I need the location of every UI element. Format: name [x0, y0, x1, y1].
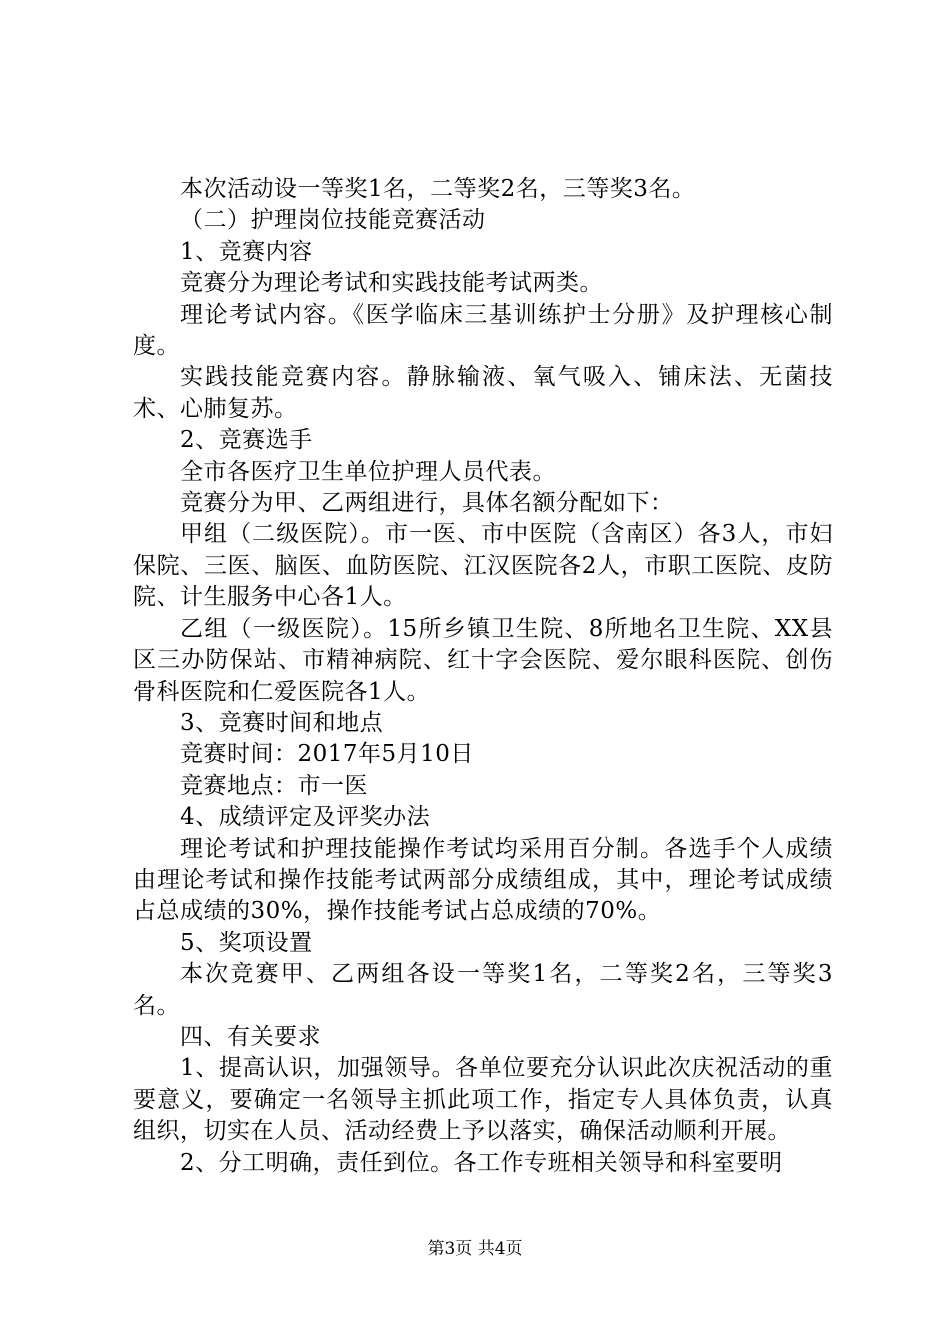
paragraph-requirement-1: 1、提高认识，加强领导。各单位要充分认识此次庆祝活动的重要意义，要确定一名领导主抓此项工作，指定专人具体负责，认真组织，切实在人员、活动经费上予以落实，确保活动顺利开展。 — [133, 1055, 833, 1145]
heading-scoring: 4、成绩评定及评奖办法 — [180, 804, 431, 831]
paragraph-award-summary: 本次活动设一等奖1名，二等奖2名，三等奖3名。 — [180, 176, 696, 202]
heading-requirements: 四、有关要求 — [180, 1023, 321, 1050]
heading-nursing-competition: （二）护理岗位技能竞赛活动 — [180, 207, 486, 234]
paragraph-requirement-2: 2、分工明确，责任到位。各工作专班相关领导和科室要明 — [180, 1149, 783, 1176]
heading-time-place: 3、竞赛时间和地点 — [180, 709, 384, 736]
paragraph-competition-time: 竞赛时间：2017年5月10日 — [180, 741, 474, 768]
paragraph-theory-content: 理论考试内容。《医学临床三基训练护士分册》及护理核心制度。 — [133, 301, 833, 360]
paragraph-group-division: 竞赛分为甲、乙两组进行，具体名额分配如下： — [180, 490, 674, 517]
paragraph-practice-content: 实践技能竞赛内容。静脉输液、氧气吸入、铺床法、无菌技术、心肺复苏。 — [133, 364, 833, 422]
paragraph-contestant-source: 全市各医疗卫生单位护理人员代表。 — [180, 458, 556, 485]
paragraph-competition-place: 竞赛地点：市一医 — [180, 772, 368, 799]
document-body — [133, 174, 833, 1179]
paragraph-scoring-method: 理论考试和护理技能操作考试均采用百分制。各选手个人成绩由理论考试和操作技能考试两部分成绩组成，其中，理论考试成绩占总成绩的30%，操作技能考试占总成绩的70%。 — [133, 835, 833, 925]
paragraph-awards-detail: 本次竞赛甲、乙两组各设一等奖1名，二等奖2名，三等奖3名。 — [133, 961, 833, 1019]
paragraph-exam-types: 竞赛分为理论考试和实践技能考试两类。 — [180, 270, 603, 297]
heading-contestants: 2、竞赛选手 — [180, 427, 313, 454]
heading-awards: 5、奖项设置 — [180, 929, 313, 956]
paragraph-group-a: 甲组（二级医院）。市一医、市中医院（含南区）各3人，市妇保院、三医、脑医、血防医院、江汉医院各2人，市职工医院、皮防院、计生服务中心各1人。 — [133, 521, 833, 611]
page-number: 第3页 共4页 — [427, 1239, 523, 1259]
paragraph-group-b: 乙组（一级医院）。15所乡镇卫生院、8所地名卫生院、XX县区三办防保站、市精神病院、红十字会医院、爱尔眼科医院、创伤骨科医院和仁爱医院各1人。 — [133, 615, 833, 705]
heading-competition-content: 1、竞赛内容 — [180, 238, 313, 265]
